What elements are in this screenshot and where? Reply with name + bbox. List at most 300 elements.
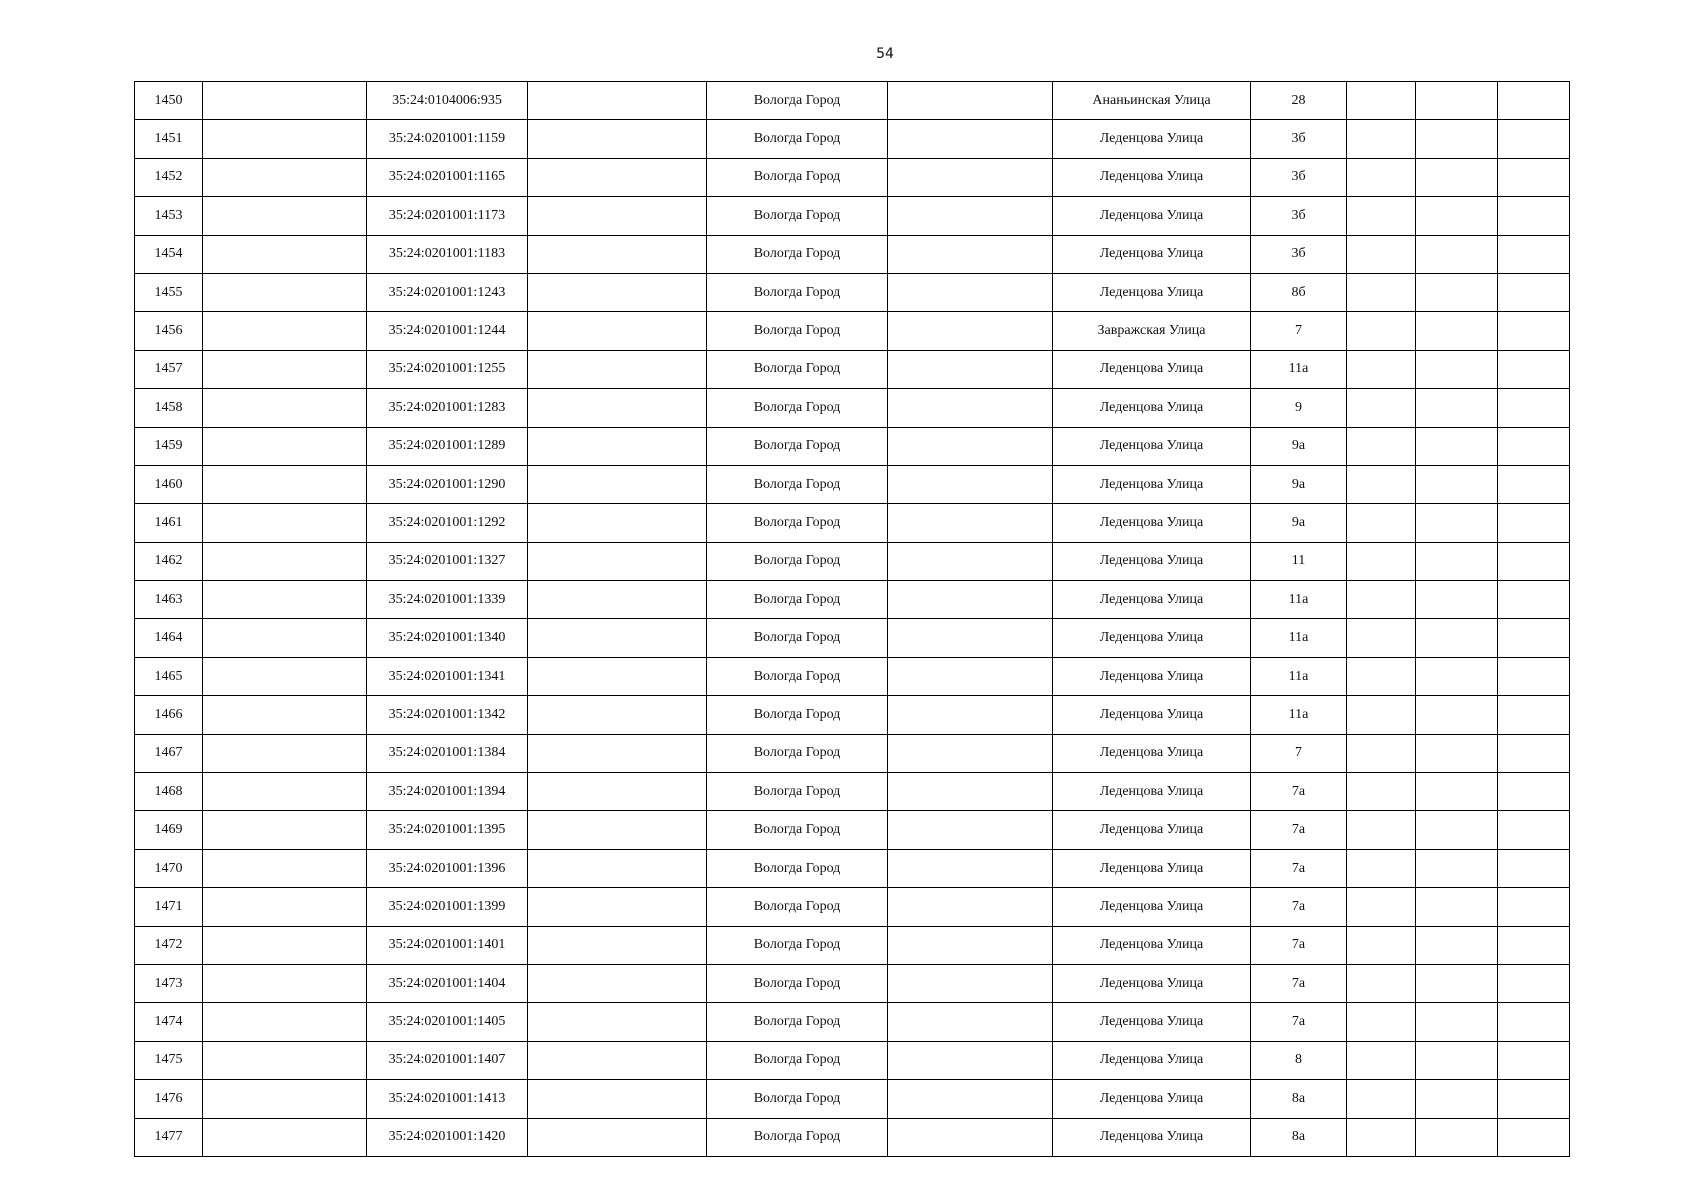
cadastral-number-cell: 35:24:0201001:1244: [367, 312, 528, 350]
house-number-cell: 11а: [1251, 350, 1347, 388]
street-cell: Леденцова Улица: [1053, 811, 1251, 849]
locality-cell: Вологда Город: [707, 696, 888, 734]
blank-cell: [528, 82, 707, 120]
row-number-cell: 1475: [135, 1041, 203, 1079]
blank-cell: [1498, 926, 1570, 964]
blank-cell: [203, 657, 367, 695]
blank-cell: [1498, 427, 1570, 465]
blank-cell: [1347, 504, 1416, 542]
row-number-cell: 1461: [135, 504, 203, 542]
blank-cell: [1498, 1118, 1570, 1156]
blank-cell: [888, 1080, 1053, 1118]
house-number-cell: 11а: [1251, 581, 1347, 619]
house-number-cell: 8а: [1251, 1118, 1347, 1156]
table-row: [135, 926, 1570, 964]
blank-cell: [1498, 235, 1570, 273]
blank-cell: [528, 350, 707, 388]
row-number-cell: 1469: [135, 811, 203, 849]
locality-cell: Вологда Город: [707, 926, 888, 964]
street-cell: Леденцова Улица: [1053, 773, 1251, 811]
blank-cell: [1347, 849, 1416, 887]
blank-cell: [528, 120, 707, 158]
cadastral-number-cell: 35:24:0201001:1243: [367, 273, 528, 311]
house-number-cell: 7: [1251, 312, 1347, 350]
blank-cell: [1416, 120, 1498, 158]
cadastral-number-cell: 35:24:0201001:1173: [367, 197, 528, 235]
blank-cell: [1416, 849, 1498, 887]
row-number-cell: 1463: [135, 581, 203, 619]
table-row: [135, 581, 1570, 619]
blank-cell: [888, 1041, 1053, 1079]
blank-cell: [1347, 197, 1416, 235]
row-number-cell: 1477: [135, 1118, 203, 1156]
blank-cell: [528, 619, 707, 657]
blank-cell: [1498, 312, 1570, 350]
blank-cell: [888, 465, 1053, 503]
blank-cell: [203, 773, 367, 811]
blank-cell: [1347, 465, 1416, 503]
locality-cell: Вологда Город: [707, 811, 888, 849]
house-number-cell: 7а: [1251, 1003, 1347, 1041]
blank-cell: [1347, 657, 1416, 695]
blank-cell: [888, 542, 1053, 580]
blank-cell: [1498, 888, 1570, 926]
blank-cell: [1416, 350, 1498, 388]
blank-cell: [1498, 158, 1570, 196]
house-number-cell: 3б: [1251, 197, 1347, 235]
blank-cell: [203, 197, 367, 235]
house-number-cell: 9а: [1251, 465, 1347, 503]
row-number-cell: 1450: [135, 82, 203, 120]
street-cell: Леденцова Улица: [1053, 350, 1251, 388]
locality-cell: Вологда Город: [707, 235, 888, 273]
locality-cell: Вологда Город: [707, 734, 888, 772]
blank-cell: [528, 696, 707, 734]
cadastral-number-cell: 35:24:0104006:935: [367, 82, 528, 120]
cadastral-number-cell: 35:24:0201001:1399: [367, 888, 528, 926]
cadastral-number-cell: 35:24:0201001:1341: [367, 657, 528, 695]
table-row: [135, 82, 1570, 120]
blank-cell: [203, 120, 367, 158]
row-number-cell: 1465: [135, 657, 203, 695]
blank-cell: [1347, 120, 1416, 158]
house-number-cell: 7а: [1251, 888, 1347, 926]
cadastral-number-cell: 35:24:0201001:1283: [367, 389, 528, 427]
blank-cell: [888, 273, 1053, 311]
locality-cell: Вологда Город: [707, 581, 888, 619]
blank-cell: [528, 926, 707, 964]
house-number-cell: 7а: [1251, 849, 1347, 887]
blank-cell: [528, 465, 707, 503]
blank-cell: [528, 1041, 707, 1079]
locality-cell: Вологда Город: [707, 504, 888, 542]
blank-cell: [528, 1003, 707, 1041]
locality-cell: Вологда Город: [707, 120, 888, 158]
blank-cell: [203, 849, 367, 887]
blank-cell: [1498, 619, 1570, 657]
cadastral-number-cell: 35:24:0201001:1255: [367, 350, 528, 388]
blank-cell: [203, 235, 367, 273]
street-cell: Леденцова Улица: [1053, 657, 1251, 695]
street-cell: Леденцова Улица: [1053, 849, 1251, 887]
street-cell: Леденцова Улица: [1053, 120, 1251, 158]
row-number-cell: 1468: [135, 773, 203, 811]
street-cell: Леденцова Улица: [1053, 197, 1251, 235]
row-number-cell: 1467: [135, 734, 203, 772]
blank-cell: [1347, 581, 1416, 619]
blank-cell: [888, 964, 1053, 1002]
blank-cell: [528, 811, 707, 849]
blank-cell: [1416, 542, 1498, 580]
row-number-cell: 1466: [135, 696, 203, 734]
locality-cell: Вологда Город: [707, 1118, 888, 1156]
table-row: [135, 427, 1570, 465]
blank-cell: [1347, 773, 1416, 811]
page-number: 54: [876, 46, 894, 62]
blank-cell: [1416, 158, 1498, 196]
blank-cell: [888, 312, 1053, 350]
blank-cell: [528, 849, 707, 887]
blank-cell: [203, 619, 367, 657]
cadastral-number-cell: 35:24:0201001:1407: [367, 1041, 528, 1079]
row-number-cell: 1451: [135, 120, 203, 158]
blank-cell: [528, 312, 707, 350]
street-cell: Леденцова Улица: [1053, 581, 1251, 619]
cadastral-number-cell: 35:24:0201001:1384: [367, 734, 528, 772]
blank-cell: [1347, 350, 1416, 388]
table-row: [135, 1003, 1570, 1041]
blank-cell: [1498, 1003, 1570, 1041]
locality-cell: Вологда Город: [707, 657, 888, 695]
row-number-cell: 1470: [135, 849, 203, 887]
blank-cell: [203, 926, 367, 964]
street-cell: Леденцова Улица: [1053, 158, 1251, 196]
cadastral-number-cell: 35:24:0201001:1405: [367, 1003, 528, 1041]
blank-cell: [528, 1080, 707, 1118]
cadastral-number-cell: 35:24:0201001:1289: [367, 427, 528, 465]
blank-cell: [1347, 158, 1416, 196]
blank-cell: [203, 350, 367, 388]
house-number-cell: 8а: [1251, 1080, 1347, 1118]
house-number-cell: 8: [1251, 1041, 1347, 1079]
house-number-cell: 7а: [1251, 926, 1347, 964]
row-number-cell: 1455: [135, 273, 203, 311]
blank-cell: [1498, 504, 1570, 542]
blank-cell: [888, 120, 1053, 158]
blank-cell: [1347, 235, 1416, 273]
blank-cell: [203, 1118, 367, 1156]
blank-cell: [888, 389, 1053, 427]
row-number-cell: 1464: [135, 619, 203, 657]
blank-cell: [203, 811, 367, 849]
table-row: [135, 158, 1570, 196]
blank-cell: [888, 811, 1053, 849]
street-cell: Леденцова Улица: [1053, 1003, 1251, 1041]
blank-cell: [1498, 773, 1570, 811]
blank-cell: [1347, 696, 1416, 734]
row-number-cell: 1474: [135, 1003, 203, 1041]
blank-cell: [888, 581, 1053, 619]
blank-cell: [1498, 964, 1570, 1002]
cadastral-number-cell: 35:24:0201001:1404: [367, 964, 528, 1002]
blank-cell: [1498, 657, 1570, 695]
blank-cell: [1347, 888, 1416, 926]
table-row: [135, 350, 1570, 388]
locality-cell: Вологда Город: [707, 273, 888, 311]
blank-cell: [203, 964, 367, 1002]
row-number-cell: 1456: [135, 312, 203, 350]
row-number-cell: 1453: [135, 197, 203, 235]
blank-cell: [203, 427, 367, 465]
street-cell: Ананьинская Улица: [1053, 82, 1251, 120]
house-number-cell: 11: [1251, 542, 1347, 580]
table-row: [135, 197, 1570, 235]
blank-cell: [1416, 82, 1498, 120]
cadastral-number-cell: 35:24:0201001:1420: [367, 1118, 528, 1156]
cadastral-number-cell: 35:24:0201001:1413: [367, 1080, 528, 1118]
blank-cell: [888, 619, 1053, 657]
blank-cell: [1416, 926, 1498, 964]
cadastral-number-cell: 35:24:0201001:1396: [367, 849, 528, 887]
blank-cell: [888, 734, 1053, 772]
table-row: [135, 773, 1570, 811]
table-row: [135, 964, 1570, 1002]
blank-cell: [1416, 581, 1498, 619]
table-row: [135, 273, 1570, 311]
table-row: [135, 465, 1570, 503]
row-number-cell: 1459: [135, 427, 203, 465]
cadastral-number-cell: 35:24:0201001:1395: [367, 811, 528, 849]
locality-cell: Вологда Город: [707, 427, 888, 465]
house-number-cell: 3б: [1251, 120, 1347, 158]
street-cell: Леденцова Улица: [1053, 235, 1251, 273]
blank-cell: [888, 197, 1053, 235]
locality-cell: Вологда Город: [707, 82, 888, 120]
blank-cell: [1347, 389, 1416, 427]
blank-cell: [888, 427, 1053, 465]
locality-cell: Вологда Город: [707, 312, 888, 350]
cadastral-number-cell: 35:24:0201001:1340: [367, 619, 528, 657]
row-number-cell: 1458: [135, 389, 203, 427]
cadastral-number-cell: 35:24:0201001:1401: [367, 926, 528, 964]
table-row: [135, 1118, 1570, 1156]
blank-cell: [888, 696, 1053, 734]
blank-cell: [528, 273, 707, 311]
blank-cell: [1347, 734, 1416, 772]
blank-cell: [1347, 1080, 1416, 1118]
blank-cell: [1347, 82, 1416, 120]
cadastral-number-cell: 35:24:0201001:1290: [367, 465, 528, 503]
blank-cell: [888, 504, 1053, 542]
blank-cell: [1416, 619, 1498, 657]
table-row: [135, 504, 1570, 542]
blank-cell: [528, 657, 707, 695]
blank-cell: [528, 581, 707, 619]
cadastral-number-cell: 35:24:0201001:1339: [367, 581, 528, 619]
cadastral-number-cell: 35:24:0201001:1165: [367, 158, 528, 196]
row-number-cell: 1462: [135, 542, 203, 580]
table-row: [135, 888, 1570, 926]
street-cell: Леденцова Улица: [1053, 926, 1251, 964]
blank-cell: [203, 696, 367, 734]
blank-cell: [1498, 389, 1570, 427]
blank-cell: [1347, 619, 1416, 657]
blank-cell: [528, 964, 707, 1002]
blank-cell: [1498, 120, 1570, 158]
table-row: [135, 734, 1570, 772]
table-row: [135, 1080, 1570, 1118]
table-row: [135, 120, 1570, 158]
blank-cell: [203, 1080, 367, 1118]
blank-cell: [1416, 235, 1498, 273]
blank-cell: [528, 197, 707, 235]
blank-cell: [528, 1118, 707, 1156]
locality-cell: Вологда Город: [707, 389, 888, 427]
blank-cell: [1416, 734, 1498, 772]
house-number-cell: 8б: [1251, 273, 1347, 311]
locality-cell: Вологда Город: [707, 1041, 888, 1079]
row-number-cell: 1454: [135, 235, 203, 273]
blank-cell: [203, 465, 367, 503]
locality-cell: Вологда Город: [707, 1080, 888, 1118]
house-number-cell: 9а: [1251, 504, 1347, 542]
table-row: [135, 312, 1570, 350]
table-row: [135, 849, 1570, 887]
blank-cell: [1347, 926, 1416, 964]
blank-cell: [1416, 1041, 1498, 1079]
blank-cell: [1347, 1118, 1416, 1156]
blank-cell: [1416, 312, 1498, 350]
cadastral-number-cell: 35:24:0201001:1342: [367, 696, 528, 734]
locality-cell: Вологда Город: [707, 465, 888, 503]
blank-cell: [1416, 465, 1498, 503]
locality-cell: Вологда Город: [707, 350, 888, 388]
blank-cell: [1347, 312, 1416, 350]
house-number-cell: 3б: [1251, 158, 1347, 196]
blank-cell: [888, 82, 1053, 120]
table-row: [135, 542, 1570, 580]
house-number-cell: 9: [1251, 389, 1347, 427]
locality-cell: Вологда Город: [707, 849, 888, 887]
blank-cell: [528, 235, 707, 273]
cadastral-number-cell: 35:24:0201001:1159: [367, 120, 528, 158]
house-number-cell: 3б: [1251, 235, 1347, 273]
table-row: [135, 389, 1570, 427]
row-number-cell: 1460: [135, 465, 203, 503]
blank-cell: [888, 773, 1053, 811]
blank-cell: [1347, 273, 1416, 311]
blank-cell: [1416, 657, 1498, 695]
blank-cell: [1498, 273, 1570, 311]
blank-cell: [1498, 82, 1570, 120]
house-number-cell: 11а: [1251, 619, 1347, 657]
table-row: [135, 1041, 1570, 1079]
blank-cell: [1498, 581, 1570, 619]
table-row: [135, 696, 1570, 734]
registry-table: [134, 81, 1570, 1157]
blank-cell: [203, 273, 367, 311]
blank-cell: [1416, 427, 1498, 465]
house-number-cell: 7а: [1251, 964, 1347, 1002]
blank-cell: [1416, 811, 1498, 849]
house-number-cell: 7: [1251, 734, 1347, 772]
street-cell: Леденцова Улица: [1053, 1041, 1251, 1079]
house-number-cell: 7а: [1251, 773, 1347, 811]
blank-cell: [1498, 696, 1570, 734]
house-number-cell: 11а: [1251, 696, 1347, 734]
blank-cell: [888, 888, 1053, 926]
row-number-cell: 1457: [135, 350, 203, 388]
blank-cell: [1347, 1041, 1416, 1079]
blank-cell: [1498, 1041, 1570, 1079]
locality-cell: Вологда Город: [707, 619, 888, 657]
blank-cell: [203, 82, 367, 120]
blank-cell: [203, 542, 367, 580]
blank-cell: [1416, 964, 1498, 1002]
row-number-cell: 1452: [135, 158, 203, 196]
blank-cell: [528, 888, 707, 926]
blank-cell: [528, 389, 707, 427]
locality-cell: Вологда Город: [707, 773, 888, 811]
registry-table-body: [135, 82, 1570, 1157]
blank-cell: [528, 542, 707, 580]
blank-cell: [1347, 811, 1416, 849]
blank-cell: [888, 235, 1053, 273]
house-number-cell: 7а: [1251, 811, 1347, 849]
street-cell: Леденцова Улица: [1053, 888, 1251, 926]
house-number-cell: 9а: [1251, 427, 1347, 465]
locality-cell: Вологда Город: [707, 888, 888, 926]
cadastral-number-cell: 35:24:0201001:1327: [367, 542, 528, 580]
table-row: [135, 619, 1570, 657]
locality-cell: Вологда Город: [707, 158, 888, 196]
blank-cell: [1498, 542, 1570, 580]
blank-cell: [203, 312, 367, 350]
blank-cell: [1498, 811, 1570, 849]
blank-cell: [1347, 964, 1416, 1002]
blank-cell: [1347, 1003, 1416, 1041]
street-cell: Леденцова Улица: [1053, 1080, 1251, 1118]
blank-cell: [1416, 389, 1498, 427]
row-number-cell: 1476: [135, 1080, 203, 1118]
street-cell: Леденцова Улица: [1053, 465, 1251, 503]
house-number-cell: 11а: [1251, 657, 1347, 695]
blank-cell: [1416, 1080, 1498, 1118]
blank-cell: [1498, 734, 1570, 772]
street-cell: Леденцова Улица: [1053, 427, 1251, 465]
locality-cell: Вологда Город: [707, 964, 888, 1002]
blank-cell: [1416, 273, 1498, 311]
blank-cell: [1416, 1003, 1498, 1041]
blank-cell: [1416, 696, 1498, 734]
cadastral-number-cell: 35:24:0201001:1292: [367, 504, 528, 542]
blank-cell: [1498, 1080, 1570, 1118]
blank-cell: [1416, 1118, 1498, 1156]
blank-cell: [1347, 542, 1416, 580]
table-row: [135, 811, 1570, 849]
blank-cell: [1416, 197, 1498, 235]
blank-cell: [888, 158, 1053, 196]
blank-cell: [1416, 504, 1498, 542]
blank-cell: [888, 657, 1053, 695]
street-cell: Леденцова Улица: [1053, 964, 1251, 1002]
row-number-cell: 1473: [135, 964, 203, 1002]
blank-cell: [888, 1003, 1053, 1041]
blank-cell: [528, 773, 707, 811]
table-row: [135, 657, 1570, 695]
blank-cell: [203, 504, 367, 542]
house-number-cell: 28: [1251, 82, 1347, 120]
